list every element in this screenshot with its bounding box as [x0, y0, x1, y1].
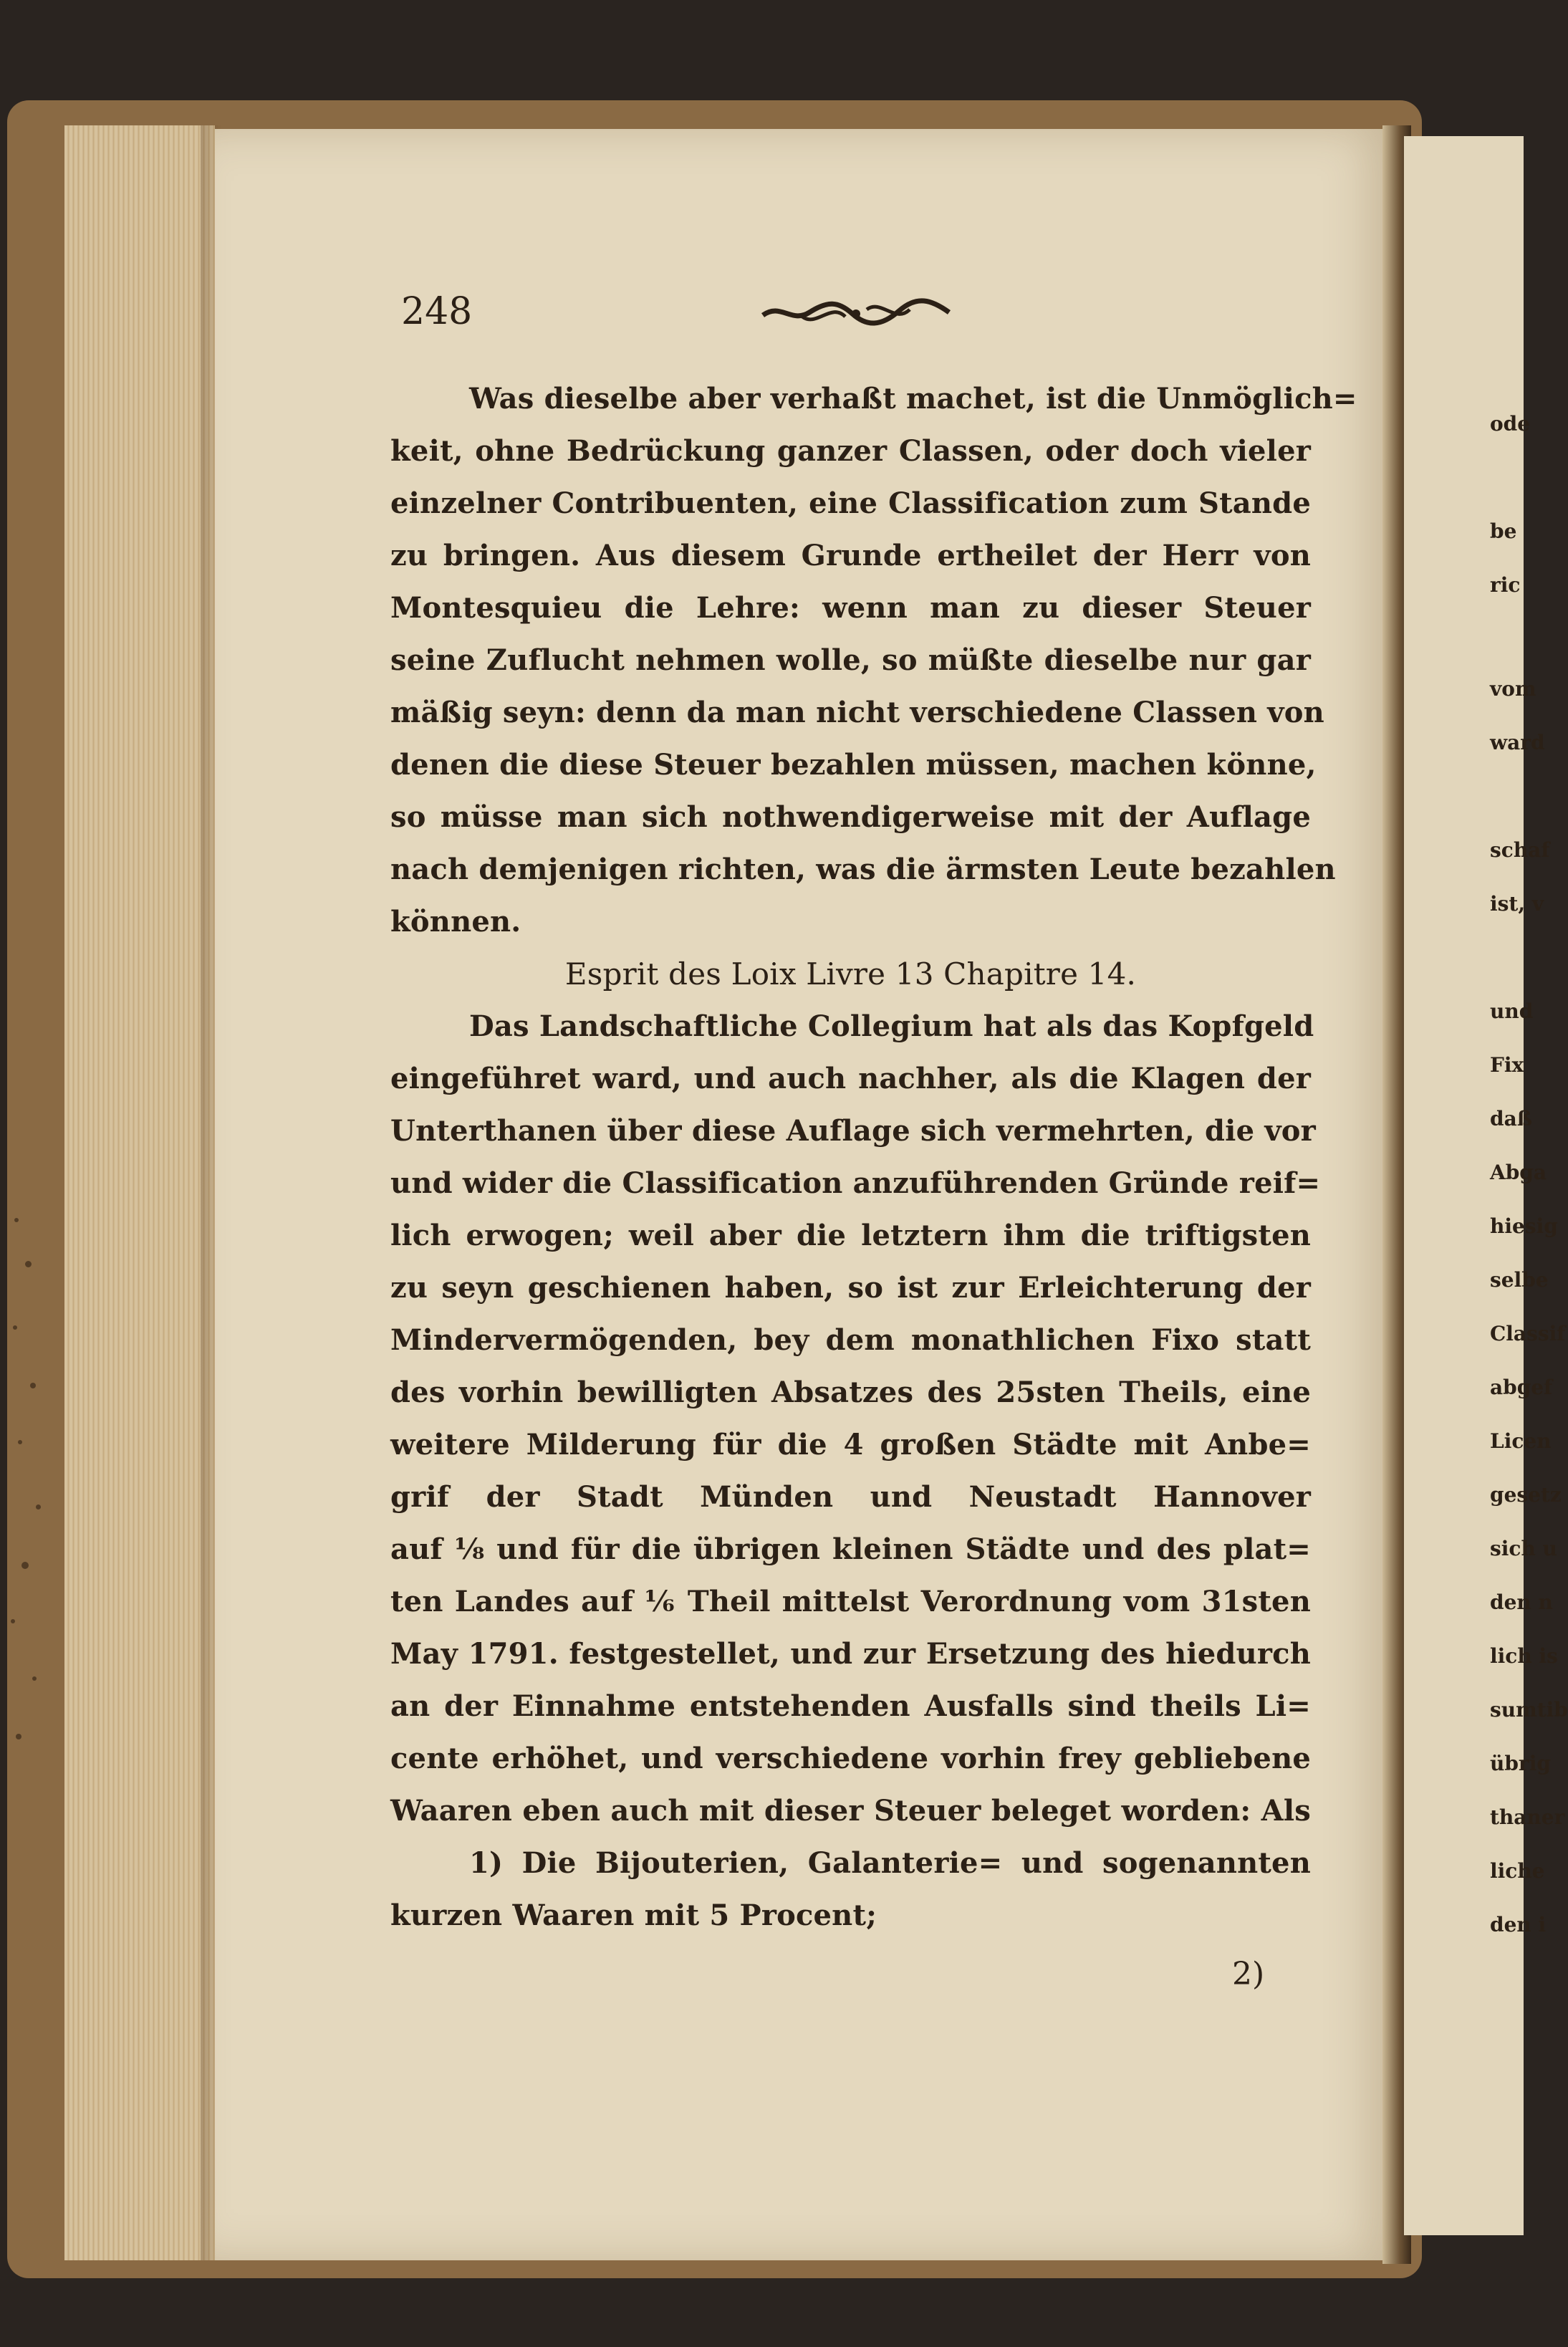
text-line: zu bringen. Aus diesem Grunde ertheilet der Herr von	[390, 539, 1311, 572]
facing-page-fragment: den n	[1490, 1590, 1553, 1614]
text-line: Das Landschaftliche Collegium hat als das Kopfgeld	[469, 1009, 1314, 1043]
body-text	[390, 373, 1357, 1942]
facing-page-fragment: sumtib	[1490, 1698, 1568, 1722]
text-line: denen die diese Steuer bezahlen müssen, machen könne,	[390, 748, 1317, 782]
facing-page-fragment: Licen	[1490, 1429, 1552, 1453]
facing-page-fragment: liche	[1490, 1859, 1545, 1883]
facing-page-fragment: ward	[1490, 731, 1545, 754]
page-edges	[64, 125, 215, 2260]
facing-page-fragment: und	[1490, 999, 1534, 1023]
text-line: zu seyn geschienen haben, so ist zur Erleichterung der	[390, 1271, 1311, 1305]
text-line: weitere Milderung für die 4 großen Städte mit Anbe=	[390, 1428, 1311, 1462]
text-line: Waaren eben auch mit dieser Steuer beleget worden: Als	[390, 1794, 1311, 1828]
facing-page-fragment: ric	[1490, 573, 1521, 597]
text-line: lich erwogen; weil aber die letztern ihm die triftigsten	[390, 1219, 1311, 1252]
catchword: 2)	[1232, 1956, 1265, 1992]
text-line: so müsse man sich nothwendigerweise mit der Auflage	[390, 800, 1311, 834]
facing-page-fragment: den i	[1490, 1913, 1547, 1936]
text-line: Montesquieu die Lehre: wenn man zu dieser Steuer	[390, 591, 1311, 625]
facing-page-fragment: vom	[1490, 677, 1536, 701]
text-line: können.	[390, 905, 521, 939]
text-line: May 1791. festgestellet, und zur Ersetzung des hiedurch	[390, 1637, 1311, 1671]
page-number: 248	[401, 290, 473, 333]
facing-page-fragment: selbe	[1490, 1268, 1549, 1292]
facing-page-fragment: Fix	[1490, 1053, 1524, 1077]
ornament-icon	[759, 295, 953, 331]
citation-line: Esprit des Loix Livre 13 Chapitre 14.	[564, 956, 1137, 992]
text-line: seine Zuflucht nehmen wolle, so müßte dieselbe nur gar	[390, 643, 1311, 677]
text-line: grif der Stadt Münden und Neustadt Hannover	[390, 1480, 1311, 1514]
text-line: Mindervermögenden, bey dem monathlichen Fixo statt	[390, 1323, 1311, 1357]
text-line: und wider die Classification anzuführenden Gründe reif=	[390, 1166, 1321, 1200]
text-line: einzelner Contribuenten, eine Classification zum Stande	[390, 486, 1311, 520]
text-line: ten Landes auf ⅙ Theil mittelst Verordnung vom 31sten	[390, 1585, 1311, 1618]
text-line: des vorhin bewilligten Absatzes des 25sten Theils, eine	[390, 1376, 1311, 1409]
facing-page-fragment: gesetz	[1490, 1483, 1562, 1507]
facing-page-fragment: hiesig	[1490, 1214, 1558, 1238]
facing-page-fragment: ode	[1490, 412, 1531, 436]
facing-page-fragment: thaner	[1490, 1805, 1565, 1829]
text-line: nach demjenigen richten, was die ärmsten Leute bezahlen	[390, 853, 1336, 886]
list-item: kurzen Waaren mit 5 Procent;	[390, 1899, 877, 1932]
text-line: eingeführet ward, und auch nachher, als die Klagen der	[390, 1062, 1311, 1095]
facing-page-fragment: be	[1490, 519, 1517, 543]
facing-page-fragment: lich is	[1490, 1644, 1558, 1668]
text-line: Unterthanen über diese Auflage sich vermehrten, die vor	[390, 1114, 1316, 1148]
facing-page-fragment: Abga	[1490, 1161, 1547, 1184]
facing-page-fragment: übrig	[1490, 1752, 1551, 1775]
text-line: an der Einnahme entstehenden Ausfalls sind theils Li=	[390, 1689, 1311, 1723]
facing-page-fragment: schaf	[1490, 838, 1550, 862]
text-line: mäßig seyn: denn da man nicht verschiedene Classen von	[390, 696, 1324, 729]
facing-page-fragment: abgef	[1490, 1376, 1553, 1399]
text-line: keit, ohne Bedrückung ganzer Classen, oder doch vieler	[390, 434, 1311, 468]
text-line: auf ⅛ und für die übrigen kleinen Städte und des plat=	[390, 1532, 1311, 1566]
facing-page-fragment: Classif	[1490, 1322, 1566, 1345]
facing-page-fragment: daß	[1490, 1107, 1532, 1131]
text-line: cente erhöhet, und verschiedene vorhin frey gebliebene	[390, 1742, 1311, 1775]
list-item: 1) Die Bijouterien, Galanterie= und sogenannten	[469, 1846, 1311, 1880]
facing-page-fragment: sich u	[1490, 1537, 1557, 1560]
facing-page-fragment: ist, v	[1490, 892, 1544, 916]
text-line: Was dieselbe aber verhaßt machet, ist die Unmöglich=	[469, 382, 1357, 416]
